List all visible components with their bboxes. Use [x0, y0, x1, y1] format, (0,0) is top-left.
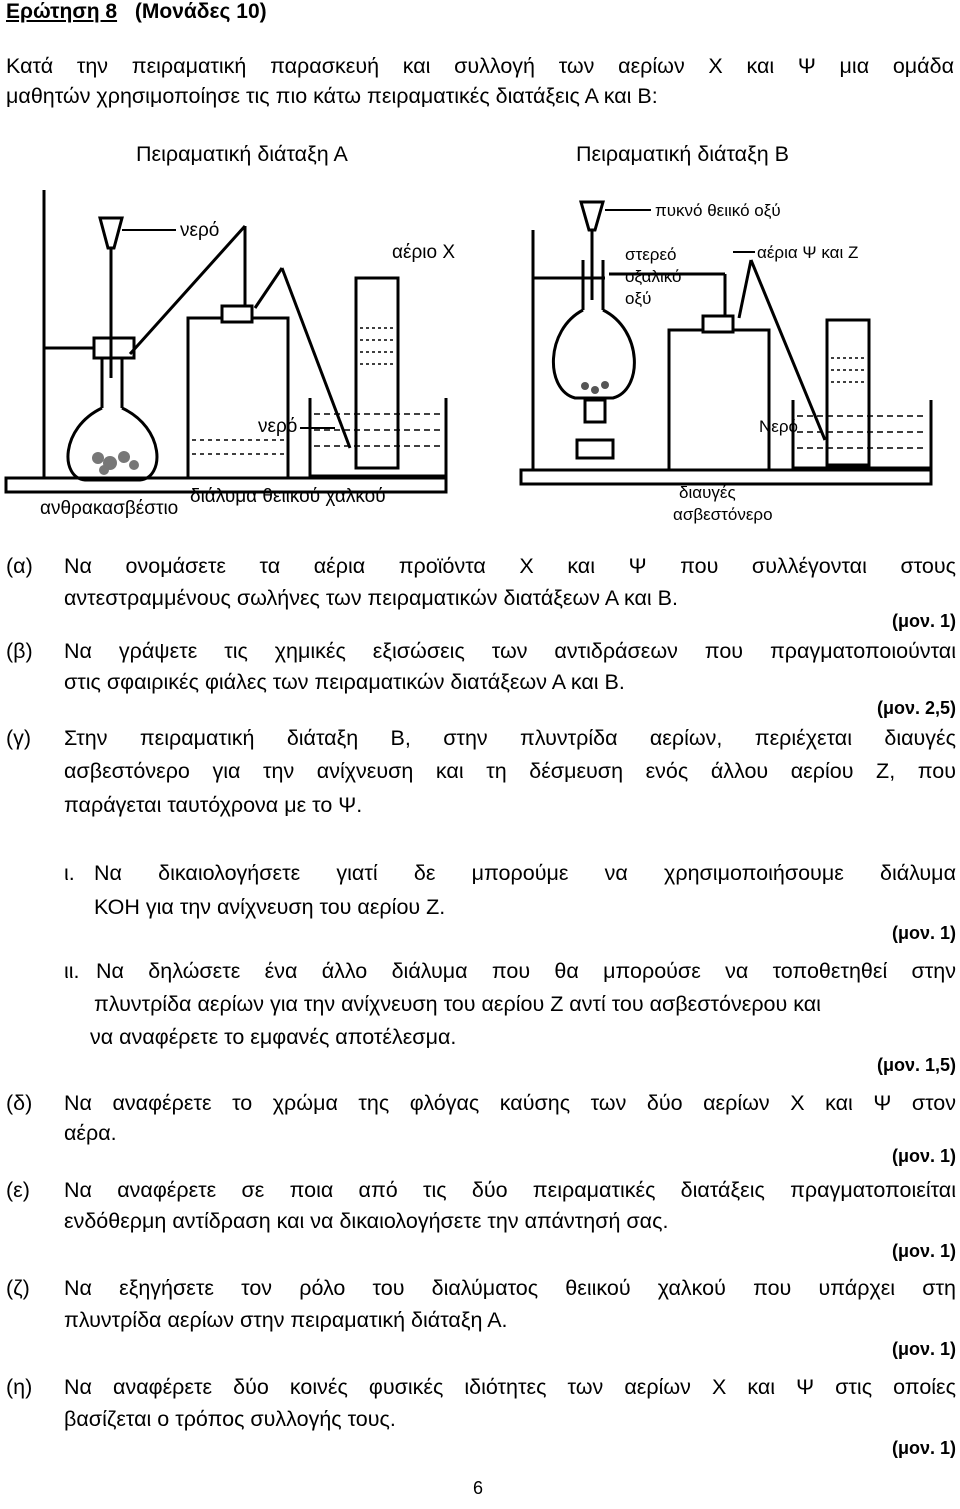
- q-zeta-id: (ζ): [6, 1276, 30, 1300]
- apparatus-b-figure: [505, 190, 960, 535]
- q-epsilon-id: (ε): [6, 1178, 30, 1202]
- label-water-b: Νερό: [759, 417, 798, 436]
- label-gases-psi-z: αέρια Ψ και Ζ: [757, 243, 859, 262]
- sub-i-marks: (μον. 1): [891, 923, 956, 943]
- q-zeta-line-2: πλυντρίδα αερίων στην πειραματική διάταξη Α.: [64, 1308, 508, 1332]
- q-delta-id: (δ): [6, 1091, 33, 1115]
- sub-ii-line-1: Να δηλώσετε ένα άλλο διάλυμα που θα μπορούσε να τοποθετηθεί στην: [96, 959, 956, 983]
- q-alpha-line-1: Να ονομάσετε τα αέρια προϊόντα Χ και Ψ που συλλέγονται στους: [64, 554, 956, 578]
- sub-ii-marks: (μον. 1,5): [876, 1055, 956, 1075]
- intro-line-2: μαθητών χρησιμοποίησε τις πιο κάτω πειραματικές διατάξεις Α και Β:: [6, 84, 658, 108]
- label-oxalic-3: οξύ: [625, 289, 652, 308]
- page-number: 6: [473, 1478, 484, 1498]
- label-limestone: ανθρακασβέστιο: [40, 498, 179, 519]
- q-zeta-line-1: Να εξηγήσετε τον ρόλο του διαλύματος θειικού χαλκού που υπάρχει στη: [64, 1276, 956, 1300]
- q-beta-id: (β): [6, 639, 33, 663]
- q-gamma-line-2: ασβεστόνερο για την ανίχνευση και τη δέσμευση ενός άλλου αερίου Ζ, που: [64, 759, 956, 783]
- question-title: Ερώτηση 8: [6, 0, 118, 23]
- label-limewater-1: διαυγές: [679, 483, 736, 502]
- apparatus-a-figure: [0, 178, 475, 523]
- label-limewater-2: ασβεστόνερο: [673, 505, 773, 524]
- label-oxalic-2: οξαλικό: [625, 267, 682, 286]
- q-beta-line-1: Να γράψετε τις χημικές εξισώσεις των αντιδράσεων που πραγματοποιούνται: [64, 639, 956, 663]
- q-eta-id: (η): [6, 1375, 33, 1399]
- q-beta-marks: (μον. 2,5): [876, 698, 956, 718]
- q-epsilon-line-2: ενδόθερμη αντίδραση και να δικαιολογήσετε την απάντησή σας.: [64, 1209, 669, 1233]
- q-epsilon-line-1: Να αναφέρετε σε ποια από τις δύο πειραματικές διατάξεις πραγματοποιείται: [64, 1178, 956, 1202]
- sub-i-line-2: ΚΟΗ για την ανίχνευση του αερίου Ζ.: [94, 895, 446, 919]
- q-gamma-line-1: Στην πειραματική διάταξη Β, στην πλυντρίδα αερίων, περιέχεται διαυγές: [64, 726, 956, 750]
- sub-i-id: ι.: [64, 861, 75, 885]
- sub-ii-line-3: να αναφέρετε το εμφανές αποτέλεσμα.: [90, 1025, 457, 1049]
- sub-i-line-1: Να δικαιολογήσετε γιατί δε μπορούμε να χρησιμοποιήσουμε διάλυμα: [94, 861, 956, 885]
- q-eta-line-2: βασίζεται ο τρόπος συλλογής τους.: [64, 1407, 396, 1431]
- figure-a-title: Πειραματική διάταξη Α: [136, 142, 348, 166]
- label-copper-sulfate: διάλυμα θειικού χαλκού: [190, 486, 386, 507]
- q-zeta-marks: (μον. 1): [891, 1339, 956, 1359]
- q-alpha-marks: (μον. 1): [891, 611, 956, 631]
- q-beta-line-2: στις σφαιρικές φιάλες των πειραματικών διατάξεων Α και Β.: [64, 670, 625, 694]
- q-alpha-line-2: αντεστραμμένους σωλήνες των πειραματικών διατάξεων Α και Β.: [64, 586, 678, 610]
- intro-line-1: Κατά την πειραματική παρασκευή και συλλογή των αερίων Χ και Ψ μια ομάδα: [6, 54, 954, 78]
- q-alpha-id: (α): [6, 554, 33, 578]
- figure-b-title: Πειραματική διάταξη Β: [576, 142, 790, 166]
- q-gamma-line-3: παράγεται ταυτόχρονα με το Ψ.: [64, 793, 363, 817]
- question-units: (Μονάδες 10): [134, 0, 267, 23]
- q-delta-line-1: Να αναφέρετε το χρώμα της φλόγας καύσης των δύο αερίων Χ και Ψ στον: [64, 1091, 956, 1115]
- label-sulfuric-acid: πυκνό θειικό οξύ: [655, 201, 781, 220]
- sub-ii-line-2: πλυντρίδα αερίων για την ανίχνευση του αερίου Ζ αντί του ασβεστόνερου και: [94, 992, 821, 1016]
- label-water-top: νερό: [180, 220, 220, 241]
- label-oxalic-1: στερεό: [625, 245, 677, 264]
- q-eta-marks: (μον. 1): [891, 1438, 956, 1458]
- label-water-mid: νερό: [258, 416, 298, 437]
- q-delta-line-2: αέρα.: [64, 1121, 117, 1145]
- q-gamma-id: (γ): [6, 726, 32, 750]
- sub-ii-id: ιι.: [64, 959, 80, 983]
- q-eta-line-1: Να αναφέρετε δύο κοινές φυσικές ιδιότητες των αερίων Χ και Ψ στις οποίες: [64, 1375, 956, 1399]
- q-delta-marks: (μον. 1): [891, 1146, 956, 1166]
- question-header: [6, 0, 267, 24]
- label-gas-x: αέριο Χ: [392, 242, 456, 263]
- q-epsilon-marks: (μον. 1): [891, 1241, 956, 1261]
